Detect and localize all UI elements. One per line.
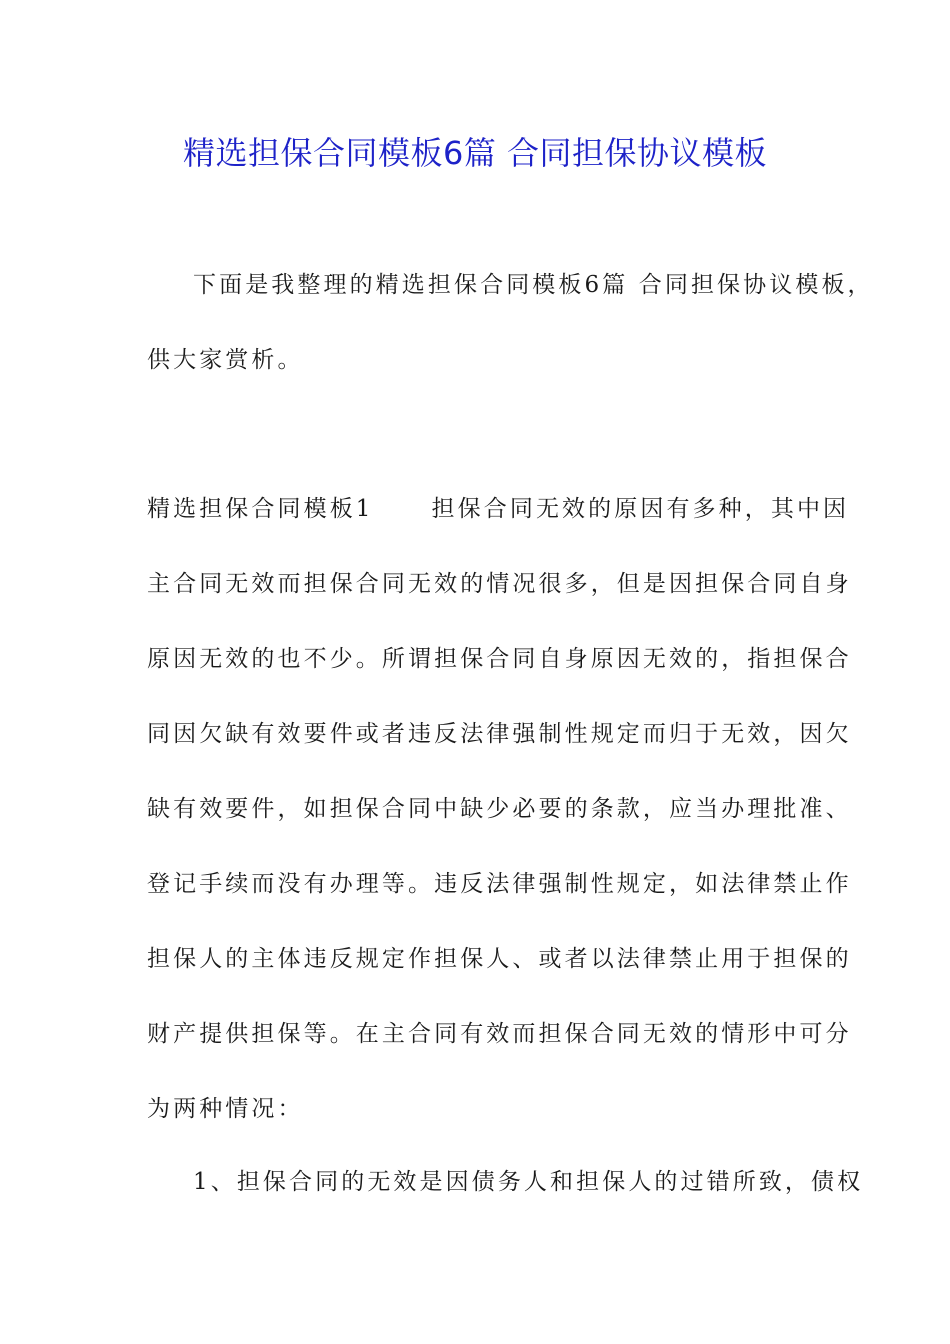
body-line: 缺有效要件，如担保合同中缺少必要的条款，应当办理批准、 [147,796,852,822]
section-first-line [147,494,849,524]
section-heading: 精选担保合同模板1 [147,496,374,522]
body-line: 为两种情况： [147,1096,304,1122]
numbered-item-line: 1、担保合同的无效是因债务人和担保人的过错所致，债权 [193,1169,864,1195]
body-line: 登记手续而没有办理等。违反法律强制性规定，如法律禁止作 [147,871,852,897]
intro-line-2: 供大家赏析。 [147,347,304,373]
body-line: 担保人的主体违反规定作担保人、或者以法律禁止用于担保的 [147,946,852,972]
body-line: 原因无效的也不少。所谓担保合同自身原因无效的，指担保合 [147,646,852,672]
body-line: 财产提供担保等。在主合同有效而担保合同无效的情形中可分 [147,1021,852,1047]
document-title: 精选担保合同模板6篇 合同担保协议模板 [182,134,768,172]
body-line: 同因欠缺有效要件或者违反法律强制性规定而归于无效，因欠 [147,721,852,747]
intro-line-1: 下面是我整理的精选担保合同模板6篇 合同担保协议模板， [193,272,874,298]
section-first-line-text: 担保合同无效的原因有多种，其中因 [431,496,850,522]
body-line: 主合同无效而担保合同无效的情况很多，但是因担保合同自身 [147,571,852,597]
